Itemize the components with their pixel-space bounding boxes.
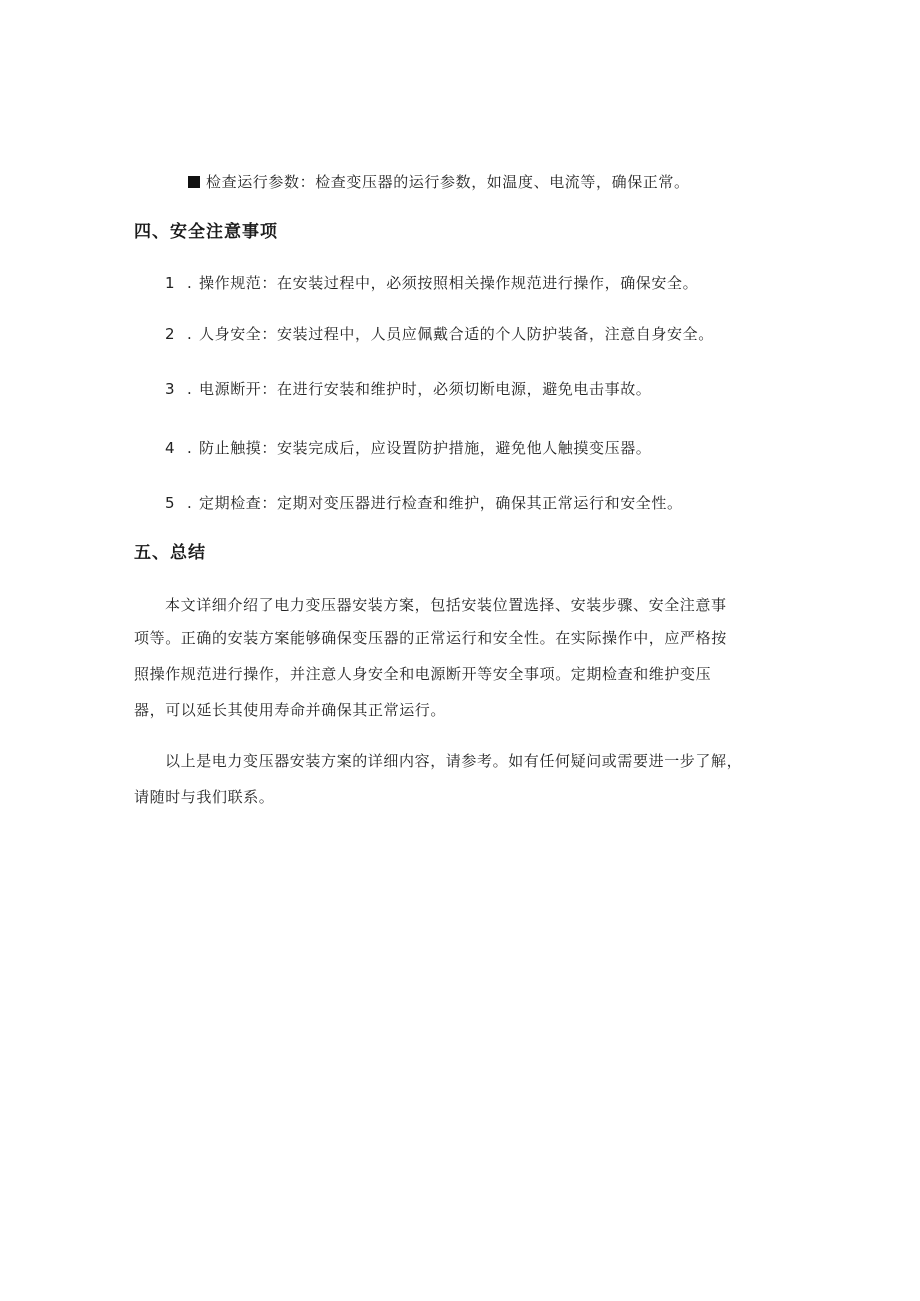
list-item-separator: .: [187, 439, 193, 457]
list-item-number: 4: [165, 439, 176, 457]
list-item-text: 人身安全：安装过程中，人员应佩戴合适的个人防护装备，注意自身安全。: [199, 325, 714, 343]
list-item: [165, 324, 714, 344]
paragraph-line: 以上是电力变压器安装方案的详细内容，请参考。如有任何疑问或需要进一步了解，: [165, 752, 743, 770]
list-item-separator: .: [187, 494, 193, 512]
list-item-text: 定期检查：定期对变压器进行检查和维护，确保其正常运行和安全性。: [199, 494, 683, 512]
square-bullet-icon: [188, 176, 200, 188]
list-item: [165, 379, 651, 399]
list-item-separator: .: [187, 325, 193, 343]
list-item-number: 5: [165, 494, 176, 512]
list-item-text: 防止触摸：安装完成后，应设置防护措施，避免他人触摸变压器。: [199, 439, 652, 457]
paragraph-line: 本文详细介绍了电力变压器安装方案，包括安装位置选择、安装步骤、安全注意事: [165, 596, 727, 614]
list-item-number: 2: [165, 325, 176, 343]
list-item-number: 1: [165, 274, 176, 292]
bullet-item-text: 检查运行参数：检查变压器的运行参数，如温度、电流等，确保正常。: [206, 173, 690, 191]
paragraph-line: 项等。正确的安装方案能够确保变压器的正常运行和安全性。在实际操作中，应严格按: [134, 629, 727, 647]
list-item-separator: .: [187, 274, 193, 292]
list-item-text: 操作规范：在安装过程中，必须按照相关操作规范进行操作，确保安全。: [199, 274, 699, 292]
list-item-text: 电源断开：在进行安装和维护时，必须切断电源，避免电击事故。: [199, 380, 652, 398]
bullet-item-check-params: [188, 172, 690, 192]
list-item-number: 3: [165, 380, 176, 398]
section-heading-summary: 五、总结: [134, 543, 206, 563]
list-item: [165, 493, 683, 513]
paragraph-line: 请随时与我们联系。: [134, 788, 275, 806]
paragraph-line: 器，可以延长其使用寿命并确保其正常运行。: [134, 701, 447, 719]
paragraph-line: 照操作规范进行操作，并注意人身安全和电源断开等安全事项。定期检查和维护变压: [134, 665, 712, 683]
list-item: [165, 273, 698, 293]
section-heading-safety: 四、安全注意事项: [134, 222, 278, 242]
list-item-separator: .: [187, 380, 193, 398]
list-item: [165, 438, 651, 458]
